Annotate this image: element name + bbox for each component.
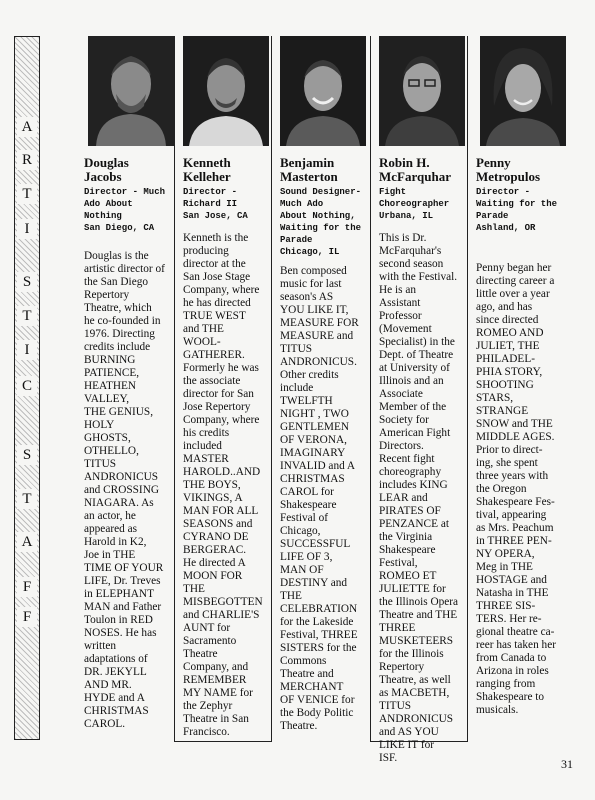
- staff-column-kenneth-kelleher: [174, 36, 272, 742]
- bio-line: McFarquhar's: [379, 245, 442, 257]
- bio-line: WOOL-: [183, 336, 221, 348]
- bio-line: THE: [280, 590, 302, 602]
- bio-line: for the Illinois: [379, 648, 444, 660]
- bio-line: his credits: [183, 427, 230, 439]
- sidebar-letter: I: [17, 340, 37, 360]
- bio-line: ROMEO AND: [476, 327, 544, 339]
- staff-name: Kenneth Kelleher Director - Richard II San Jose, CA: [183, 156, 275, 222]
- bio-line: GENTLEMEN: [280, 421, 350, 433]
- bio-line: Company, and: [183, 661, 249, 673]
- bio-line: the Illinois Opera: [379, 596, 459, 608]
- sidebar-letter: I: [17, 219, 37, 239]
- bio-line: ANDRONICUS: [379, 713, 454, 725]
- bio-line: as MACBETH,: [379, 687, 450, 699]
- bio-line: INVALID and A: [280, 460, 356, 472]
- staff-role: Director - Waiting for the Parade: [476, 187, 558, 221]
- bio-line: PHIA STORY,: [476, 366, 543, 378]
- bio-line: PHILADEL-: [476, 353, 535, 365]
- bio-line: Shakespeare Fes-: [476, 496, 555, 508]
- bio-line: LEAR and: [379, 492, 428, 504]
- bio-line: GATHERER.: [183, 349, 245, 361]
- bio-line: American Fight: [379, 427, 451, 439]
- bio-line: DESTINY and: [280, 577, 348, 589]
- bio-line: Douglas is the: [84, 250, 149, 262]
- bio-line: little over a year: [476, 288, 550, 300]
- bio-line: VALLEY,: [84, 393, 130, 405]
- bio-line: music for last: [280, 278, 342, 290]
- sidebar-letter: S: [17, 445, 37, 465]
- portrait-photo: [183, 36, 269, 146]
- bio-line: YOU LIKE IT,: [280, 304, 349, 316]
- bio-line: ago, and has: [476, 301, 533, 313]
- bio-line: tival, appearing: [476, 509, 547, 521]
- bio-line: ANDRONICUS: [84, 471, 159, 483]
- bio-line: ISF.: [379, 752, 398, 764]
- bio-line: Dept. of Theatre: [379, 349, 454, 361]
- bio-line: the Oregon: [476, 483, 527, 495]
- bio-line: MISBEGOTTEN: [183, 596, 263, 608]
- bio-line: AND MR.: [84, 679, 132, 691]
- bio-line: THREE SIS-: [476, 600, 536, 612]
- bio-line: Theatre, which: [84, 302, 152, 314]
- bio-line: HEATHEN: [84, 380, 137, 392]
- bio-line: MOON FOR: [183, 570, 243, 582]
- bio-line: Other credits: [280, 369, 339, 381]
- portrait-photo: [480, 36, 566, 146]
- staff-name: Penny Metropulos Director - Waiting for the Parade Ashland, OR: [476, 156, 568, 234]
- bio-line: the San Diego: [84, 276, 149, 288]
- bio-line: from Canada to: [476, 652, 547, 664]
- bio-line: TWELFTH: [280, 395, 333, 407]
- bio-line: SEASONS and: [183, 518, 253, 530]
- bio-line: THE BOYS,: [183, 479, 241, 491]
- bio-line: ANDRONICUS.: [280, 356, 357, 368]
- portrait-photo: [280, 36, 366, 146]
- bio-line: director for San: [183, 388, 254, 400]
- bio-line: TIME OF YOUR: [84, 562, 164, 574]
- bio-line: Kenneth is the: [183, 232, 249, 244]
- staff-column-benjamin-masterton: [272, 36, 370, 742]
- staff-location: San Jose, CA: [183, 211, 248, 221]
- staff-bio: [280, 265, 370, 733]
- staff-column-douglas-jacobs: [76, 36, 174, 742]
- sidebar-letter: T: [17, 306, 37, 326]
- bio-line: THE GENIUS,: [84, 406, 154, 418]
- bio-line: IMAGINARY: [280, 447, 346, 459]
- bio-line: Shakespeare to: [476, 691, 545, 703]
- bio-line: Chicago,: [280, 525, 321, 537]
- sidebar-letter: T: [17, 489, 37, 509]
- bio-line: Company, where: [183, 284, 260, 296]
- bio-line: MASTER: [183, 453, 229, 465]
- bio-line: BERGERAC.: [183, 544, 247, 556]
- staff-location: Urbana, IL: [379, 211, 434, 221]
- sidebar-letter: T: [17, 184, 37, 204]
- bio-line: Festival of: [280, 512, 329, 524]
- bio-line: in THREE PEN-: [476, 535, 552, 547]
- bio-line: he co-founded in: [84, 315, 161, 327]
- bio-line: and THE: [183, 323, 224, 335]
- bio-line: SHOOTING: [476, 379, 534, 391]
- bio-line: Member of the: [379, 401, 447, 413]
- staff-bio: [84, 250, 174, 731]
- bio-line: directing career a: [476, 275, 555, 287]
- bio-line: STRANGE: [476, 405, 529, 417]
- bio-line: Illinois and an: [379, 375, 444, 387]
- bio-line: choreography: [379, 466, 442, 478]
- bio-line: Repertory: [379, 661, 425, 673]
- bio-line: TERS. Her re-: [476, 613, 542, 625]
- staff-role: Director - Much Ado About Nothing: [84, 187, 166, 221]
- bio-line: San Jose Stage: [183, 271, 251, 283]
- bio-line: Recent fight: [379, 453, 435, 465]
- bio-line: Professor: [379, 310, 422, 322]
- staff-bio: [379, 232, 469, 765]
- bio-line: MAN OF: [280, 564, 324, 576]
- bio-line: written: [84, 640, 116, 652]
- bio-line: ing, she spent: [476, 457, 538, 469]
- bio-line: Company, where: [183, 414, 260, 426]
- bio-line: THREE: [379, 622, 416, 634]
- bio-line: LIKE IT for: [379, 739, 435, 751]
- bio-line: BURNING: [84, 354, 136, 366]
- bio-line: LIFE, Dr. Treves: [84, 575, 161, 587]
- staff-column-robin-mcfarquhar: [370, 36, 468, 764]
- bio-line: Sacramento: [183, 635, 237, 647]
- bio-line: Prior to direct-: [476, 444, 543, 456]
- staff-name: Douglas Jacobs Director - Much Ado About Nothing San Diego, CA: [84, 156, 176, 234]
- bio-line: SISTERS for the: [280, 642, 357, 654]
- bio-line: TITUS: [280, 343, 313, 355]
- bio-line: TITUS: [84, 458, 117, 470]
- bio-line: HOSTAGE and: [476, 574, 547, 586]
- sidebar-letter: R: [17, 150, 37, 170]
- bio-line: AUNT for: [183, 622, 231, 634]
- bio-line: MY NAME for: [183, 687, 253, 699]
- staff-column-penny-metropulos: [468, 36, 566, 742]
- bio-line: Theatre in San: [183, 713, 249, 725]
- portrait-photo: [88, 36, 174, 146]
- bio-line: Associate: [379, 388, 423, 400]
- bio-line: with the Festival.: [379, 271, 458, 283]
- bio-line: MAN and Father: [84, 601, 162, 613]
- bio-line: an actor, he: [84, 510, 136, 522]
- bio-line: ROMEO ET: [379, 570, 437, 582]
- bio-line: NIAGARA. As: [84, 497, 154, 509]
- bio-line: Ben composed: [280, 265, 347, 277]
- bio-line: director at the: [183, 258, 246, 270]
- bio-line: Society for: [379, 414, 429, 426]
- bio-line: appeared as: [84, 523, 137, 535]
- bio-line: Arizona in roles: [476, 665, 549, 677]
- bio-line: NY OPERA,: [476, 548, 535, 560]
- bio-line: Festival, THREE: [280, 629, 358, 641]
- sidebar-letter: C: [17, 376, 37, 396]
- bio-line: artistic director of: [84, 263, 165, 275]
- staff-location: Chicago, IL: [280, 247, 340, 257]
- bio-line: Festival,: [379, 557, 418, 569]
- bio-line: MERCHANT: [280, 681, 344, 693]
- bio-line: Assistant: [379, 297, 421, 309]
- staff-location: Ashland, OR: [476, 223, 536, 233]
- bio-line: includes KING: [379, 479, 448, 491]
- bio-line: ranging from: [476, 678, 536, 690]
- sidebar-letter: A: [17, 117, 37, 137]
- bio-line: Natasha in THE: [476, 587, 549, 599]
- staff-columns: [76, 36, 570, 764]
- bio-line: 1976. Directing: [84, 328, 155, 340]
- bio-line: Jose Repertory: [183, 401, 251, 413]
- bio-line: MEASURE FOR: [280, 317, 359, 329]
- bio-line: and AS YOU: [379, 726, 439, 738]
- staff-name: Robin H. McFarquhar Fight Choreographer Urbana, IL: [379, 156, 471, 222]
- bio-line: MAN FOR ALL: [183, 505, 259, 517]
- bio-line: since directed: [476, 314, 539, 326]
- bio-line: Repertory: [84, 289, 130, 301]
- bio-line: JULIETTE for: [379, 583, 446, 595]
- bio-line: OTHELLO,: [84, 445, 139, 457]
- bio-line: Harold in K2,: [84, 536, 147, 548]
- bio-line: HAROLD..AND: [183, 466, 261, 478]
- bio-line: as Mrs. Peachum: [476, 522, 554, 534]
- bio-line: he has directed: [183, 297, 251, 309]
- bio-line: second season: [379, 258, 444, 270]
- bio-line: JULIET, THE: [476, 340, 540, 352]
- bio-line: Theatre and THE: [379, 609, 458, 621]
- bio-line: This is Dr.: [379, 232, 427, 244]
- bio-line: at University of: [379, 362, 450, 374]
- bio-line: Toulon in RED: [84, 614, 153, 626]
- staff-bio: [476, 262, 566, 717]
- bio-line: PIRATES OF: [379, 505, 441, 517]
- bio-line: Penny began her: [476, 262, 552, 274]
- bio-line: CHRISTMAS: [280, 473, 345, 485]
- bio-line: SNOW and THE: [476, 418, 553, 430]
- bio-line: included: [183, 440, 222, 452]
- bio-line: OF VERONA,: [280, 434, 347, 446]
- bio-line: TITUS: [379, 700, 412, 712]
- bio-line: producing: [183, 245, 229, 257]
- bio-line: Theatre.: [280, 720, 318, 732]
- staff-role: Fight Choreographer: [379, 187, 450, 209]
- sidebar-letter: F: [17, 577, 37, 597]
- staff-bio: [183, 232, 273, 739]
- staff-role: Sound Designer- Much Ado About Nothing, Waiting for the Parade: [280, 187, 362, 245]
- bio-line: Francisco.: [183, 726, 230, 738]
- sidebar-letter: A: [17, 532, 37, 552]
- sidebar-letter: S: [17, 272, 37, 292]
- bio-line: and CHARLIE'S: [183, 609, 260, 621]
- bio-line: DR. JEKYLL: [84, 666, 147, 678]
- bio-line: three years with: [476, 470, 549, 482]
- sidebar-letter: F: [17, 607, 37, 627]
- bio-line: GHOSTS,: [84, 432, 131, 444]
- artistic-staff-sidebar: [14, 36, 40, 740]
- bio-line: for the Lakeside: [280, 616, 354, 628]
- bio-line: Joe in THE: [84, 549, 136, 561]
- staff-name: Benjamin Masterton Sound Designer- Much Ado About Nothing, Waiting for the Parade Chicago, IL: [280, 156, 372, 258]
- portrait-photo: [379, 36, 465, 146]
- bio-line: credits include: [84, 341, 151, 353]
- staff-location: San Diego, CA: [84, 223, 155, 233]
- bio-line: Shakespeare: [379, 544, 436, 556]
- bio-line: VIKINGS, A: [183, 492, 243, 504]
- bio-line: Commons: [280, 655, 327, 667]
- bio-line: the Body Politic: [280, 707, 354, 719]
- bio-line: (Movement: [379, 323, 432, 335]
- bio-line: Specialist) in the: [379, 336, 455, 348]
- bio-line: gional theatre ca-: [476, 626, 555, 638]
- bio-line: reer has taken her: [476, 639, 556, 651]
- bio-line: Theatre and: [280, 668, 334, 680]
- bio-line: Meg in THE: [476, 561, 533, 573]
- bio-line: in ELEPHANT: [84, 588, 154, 600]
- bio-line: and CROSSING: [84, 484, 160, 496]
- bio-line: include: [280, 382, 314, 394]
- bio-line: TRUE WEST: [183, 310, 246, 322]
- bio-line: Theatre: [183, 648, 218, 660]
- bio-line: CAROL.: [84, 718, 126, 730]
- bio-line: Formerly he was: [183, 362, 259, 374]
- bio-line: He directed A: [183, 557, 246, 569]
- bio-line: PATIENCE,: [84, 367, 140, 379]
- bio-line: the Virginia: [379, 531, 433, 543]
- bio-line: Theatre, as well: [379, 674, 451, 686]
- bio-line: MUSKETEERS: [379, 635, 454, 647]
- bio-line: musicals.: [476, 704, 519, 716]
- bio-line: the associate: [183, 375, 241, 387]
- bio-line: adaptations of: [84, 653, 148, 665]
- bio-line: CELEBRATION: [280, 603, 358, 615]
- bio-line: SUCCESSFUL: [280, 538, 351, 550]
- bio-line: He is an: [379, 284, 417, 296]
- bio-line: LIFE OF 3,: [280, 551, 333, 563]
- bio-line: MIDDLE AGES.: [476, 431, 555, 443]
- bio-line: Directors.: [379, 440, 424, 452]
- bio-line: HYDE and A: [84, 692, 145, 704]
- bio-line: the Zephyr: [183, 700, 233, 712]
- bio-line: Shakespeare: [280, 499, 337, 511]
- bio-line: REMEMBER: [183, 674, 247, 686]
- bio-line: NOSES. He has: [84, 627, 157, 639]
- bio-line: CAROL for: [280, 486, 334, 498]
- bio-line: PENZANCE at: [379, 518, 449, 530]
- bio-line: CHRISTMAS: [84, 705, 149, 717]
- page-number: 31: [561, 757, 573, 771]
- staff-role: Director - Richard II: [183, 187, 238, 209]
- bio-line: THE: [183, 583, 205, 595]
- bio-line: HOLY: [84, 419, 115, 431]
- bio-line: NIGHT , TWO: [280, 408, 349, 420]
- bio-line: OF VENICE for: [280, 694, 355, 706]
- bio-line: STARS,: [476, 392, 514, 404]
- bio-line: CYRANO DE: [183, 531, 249, 543]
- bio-line: season's AS: [280, 291, 334, 303]
- bio-line: MEASURE and: [280, 330, 354, 342]
